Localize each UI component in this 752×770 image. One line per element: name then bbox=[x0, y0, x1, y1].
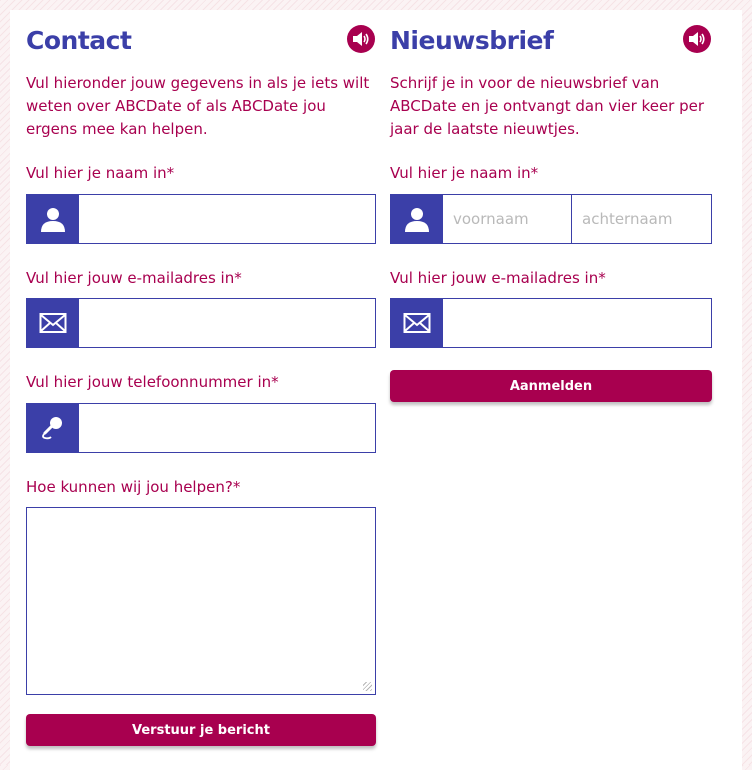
envelope-icon bbox=[391, 299, 443, 347]
contact-email-input[interactable] bbox=[79, 299, 375, 347]
contact-intro: Vul hieronder jouw gegevens in als je iets wilt weten over ABCDate of als ABCDate jou ergens mee kan helpen. bbox=[26, 74, 370, 138]
newsletter-name-field bbox=[390, 194, 712, 244]
microphone-icon bbox=[27, 404, 79, 452]
newsletter-submit-button[interactable]: Aanmelden bbox=[390, 370, 712, 402]
speaker-icon[interactable] bbox=[347, 25, 375, 53]
contact-phone-input[interactable] bbox=[79, 404, 375, 452]
user-icon bbox=[391, 195, 443, 243]
envelope-icon bbox=[27, 299, 79, 347]
newsletter-email-field bbox=[390, 298, 712, 348]
resize-handle[interactable] bbox=[363, 682, 372, 691]
contact-name-field bbox=[26, 194, 376, 244]
user-icon bbox=[27, 195, 79, 243]
contact-title: Contact bbox=[26, 26, 132, 55]
contact-submit-button[interactable]: Verstuur je bericht bbox=[26, 714, 376, 746]
contact-name-input[interactable] bbox=[79, 195, 375, 243]
contact-email-field bbox=[26, 298, 376, 348]
contact-email-label: Vul hier jouw e-mailadres in* bbox=[26, 269, 242, 287]
contact-phone-label: Vul hier jouw telefoonnummer in* bbox=[26, 373, 279, 391]
firstname-input[interactable] bbox=[443, 195, 571, 243]
contact-message-label: Hoe kunnen wij jou helpen?* bbox=[26, 478, 241, 496]
contact-name-label: Vul hier je naam in* bbox=[26, 164, 175, 182]
content-panel bbox=[10, 10, 742, 770]
newsletter-intro: Schrijf je in voor de nieuwsbrief van ABCDate en je ontvangt dan vier keer per jaar de laatste nieuwtjes. bbox=[390, 74, 705, 138]
lastname-input[interactable] bbox=[572, 195, 711, 243]
newsletter-name-label: Vul hier je naam in* bbox=[390, 164, 539, 182]
contact-phone-field bbox=[26, 403, 376, 453]
newsletter-email-input[interactable] bbox=[443, 299, 711, 347]
speaker-icon[interactable] bbox=[683, 25, 711, 53]
newsletter-email-label: Vul hier jouw e-mailadres in* bbox=[390, 269, 606, 287]
newsletter-title: Nieuwsbrief bbox=[390, 26, 554, 55]
contact-message-textarea[interactable] bbox=[26, 507, 376, 695]
